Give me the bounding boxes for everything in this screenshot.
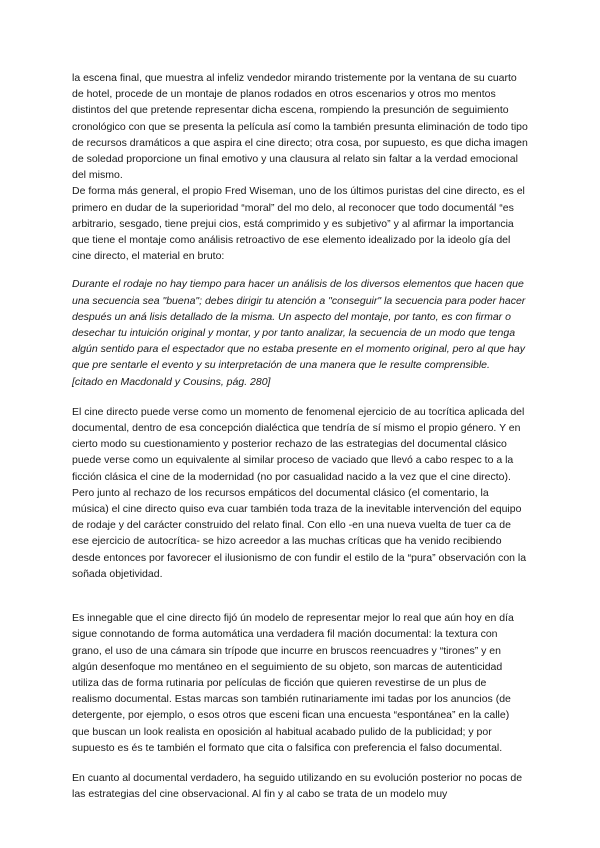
paragraph-autocritica: El cine directo puede verse como un momento de fenomenal ejercicio de au tocrítica aplicada del documental, dentro de esa concepción dialéctica que tendría de sí mismo el propio género. Y en cierto modo su cuestionamiento y posterior rechazo de las estrategias del documental clásico puede verse como un equivalente al similar proceso de vaciado que llevó a cabo respec to a la ficción clásica el cine de la modernidad (no por casualidad nacido a la vez que el cine directo). Pero junto al rechazo de los recursos empáticos del documental clásico (el comentario, la música) el cine directo quiso eva cuar también toda traza de la inevitable intervención del equipo de rodaje y del carácter construido del relato final. Con ello -en una nueva vuelta de tuer ca de ese ejercicio de autocrítica- se hizo acreedor a las muchas críticas que ha venido recibiendo desde entonces por favorecer el ilusionismo de con fundir el estilo de la “pura” observación con la soñada objetividad. [72,405,527,580]
paragraph-modelo: Es innegable que el cine directo fijó ún modelo de representar mejor lo real que aún hoy en día sigue connotando de forma automática una verdadera fil mación documental: la textura con grano, el uso de una cámara sin trípode que incurre en bruscos reencuadres y “tirones” y en algún desenfoque mo mentáneo en el seguimiento de su objeto, son marcas de autenticidad utiliza das de forma rutinaria por películas de ficción que quieren revestirse de un plus de realismo documental. Estas marcas son también rutinariamente imi tadas por los anuncios (de detergente, por ejemplo, o esos otros que esceni fican una encuesta “espontánea” en la calle) que buscan un look realista en oposición al habitual acabado pulido de la publicidad; y por supuesto es és te también el formato que cita o falsifica con preferencia el falso documental. [72,612,514,754]
document-page [72,70,528,802]
quote-citation: [citado en Macdonald y Cousins, pág. 280] [72,375,271,388]
block-quote: Durante el rodaje no hay tiempo para hacer un análisis de los diversos elementos que hacen que una secuencia sea "buena"; debes dirigir tu atención a "conseguir" la secuencia para poder hacer después un aná lisis detallado de la misma. Un aspecto del montaje, por tanto, es con firmar o desechar tu intuición original y montar, y por tanto analizar, la secuencia de un modo que tenga algún sentido para el espectador que no estaba presente en el momento original, pero al que hay que pre sentarle el evento y su interpretación de una manera que le resulte comprensible. [72,278,526,372]
paragraph-final-scene: la escena final, que muestra al infeliz vendedor mirando tristemente por la ventana de su cuarto de hotel, procede de un montaje de planos rodados en otros escenarios y otros mo mentos distintos del que pretende representar dicha escena, rompiendo la presunción de seguimiento cronológico con que se presenta la película así como la también presunta eliminación de todo tipo de recursos dramáticos a que aspira el cine directo; otra cosa, por supuesto, es que dicha imagen de soledad proporcione un final emotivo y una clausura al relato sin faltar a la verdad emocional del mismo. [72,72,528,182]
paragraph-documental-verdadero: En cuanto al documental verdadero, ha seguido utilizando en su evolución posterior no pocas de las estrategias del cine observacional. Al fin y al cabo se trata de un modelo muy [72,771,523,801]
paragraph-wiseman: De forma más general, el propio Fred Wiseman, uno de los últimos puristas del cine directo, es el primero en dudar de la superioridad “moral” del mo delo, al reconocer que todo documentál “es arbitrario, sesgado, tiene prejui cios, está comprimido y es subjetivo” y al afirmar la importancia que tiene el montaje como análisis retroactivo de ese elemento idealizado por la ideolo gía del cine directo, el material en bruto: [72,185,525,263]
